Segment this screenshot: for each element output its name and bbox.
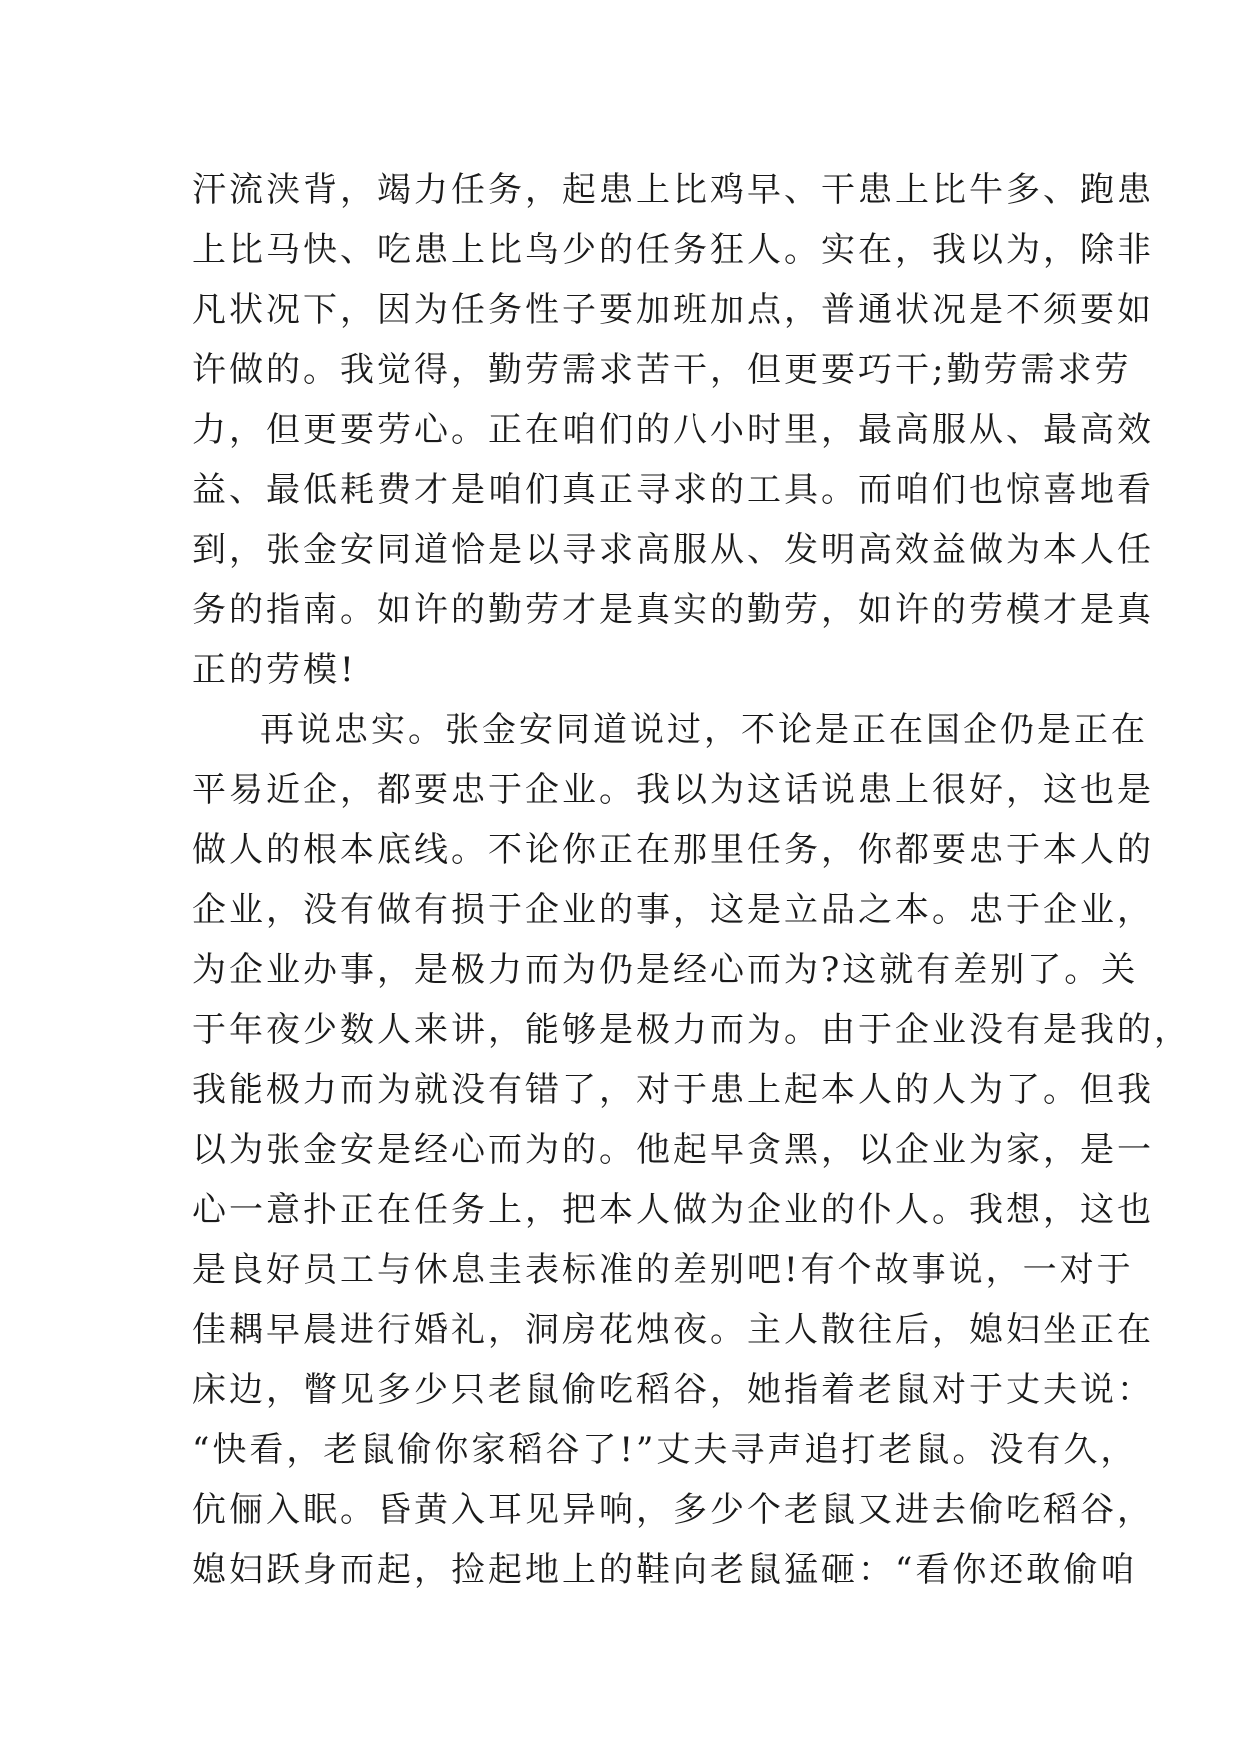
body-text	[192, 160, 1191, 1600]
text-line: 正的劳模!	[192, 650, 357, 690]
text-line: 到，张金安同道恰是以寻求高服从、发明高效益做为本人任	[192, 530, 1154, 570]
text-line: 力，但更要劳心。正在咱们的八小时里，最高服从、最高效	[192, 410, 1154, 450]
text-line: 上比马快、吃患上比鸟少的任务狂人。实在，我以为，除非	[192, 230, 1154, 270]
text-line: 是良好员工与休息圭表标准的差别吧!有个故事说，一对于	[192, 1250, 1134, 1290]
text-line: 于年夜少数人来讲，能够是极力而为。由于企业没有是我的，	[192, 1010, 1191, 1050]
text-line: 我能极力而为就没有错了，对于患上起本人的人为了。但我	[192, 1070, 1154, 1110]
text-line: 凡状况下，因为任务性子要加班加点，普通状况是不须要如	[192, 290, 1154, 330]
text-line: 心一意扑正在任务上，把本人做为企业的仆人。我想，这也	[192, 1190, 1154, 1230]
text-line: 媳妇跃身而起，捡起地上的鞋向老鼠猛砸：“看你还敢偷咱	[192, 1550, 1138, 1590]
text-line: 平易近企，都要忠于企业。我以为这话说患上很好，这也是	[192, 770, 1154, 810]
text-line: 做人的根本底线。不论你正在那里任务，你都要忠于本人的	[192, 830, 1154, 870]
text-line: 床边，瞥见多少只老鼠偷吃稻谷，她指着老鼠对于丈夫说：	[192, 1370, 1154, 1410]
text-line: 汗流浃背，竭力任务，起患上比鸡早、干患上比牛多、跑患	[192, 170, 1154, 210]
text-line: 伉俪入眠。昏黄入耳见异响，多少个老鼠又进去偷吃稻谷，	[192, 1490, 1154, 1530]
text-line: 益、最低耗费才是咱们真正寻求的工具。而咱们也惊喜地看	[192, 470, 1154, 510]
text-line: 务的指南。如许的勤劳才是真实的勤劳，如许的劳模才是真	[192, 590, 1154, 630]
text-line: 企业，没有做有损于企业的事，这是立品之本。忠于企业，	[192, 890, 1154, 930]
text-line: 许做的。我觉得，勤劳需求苦干，但更要巧干;勤劳需求劳	[192, 350, 1132, 390]
text-line: 为企业办事，是极力而为仍是经心而为?这就有差别了。关	[192, 950, 1139, 990]
paragraph-start-line: 再说忠实。张金安同道说过，不论是正在国企仍是正在	[260, 710, 1148, 750]
text-line: “快看，老鼠偷你家稻谷了!”丈夫寻声追打老鼠。没有久，	[192, 1430, 1138, 1470]
text-line: 佳耦早晨进行婚礼，洞房花烛夜。主人散往后，媳妇坐正在	[192, 1310, 1154, 1350]
text-line: 以为张金安是经心而为的。他起早贪黑，以企业为家，是一	[192, 1130, 1154, 1170]
